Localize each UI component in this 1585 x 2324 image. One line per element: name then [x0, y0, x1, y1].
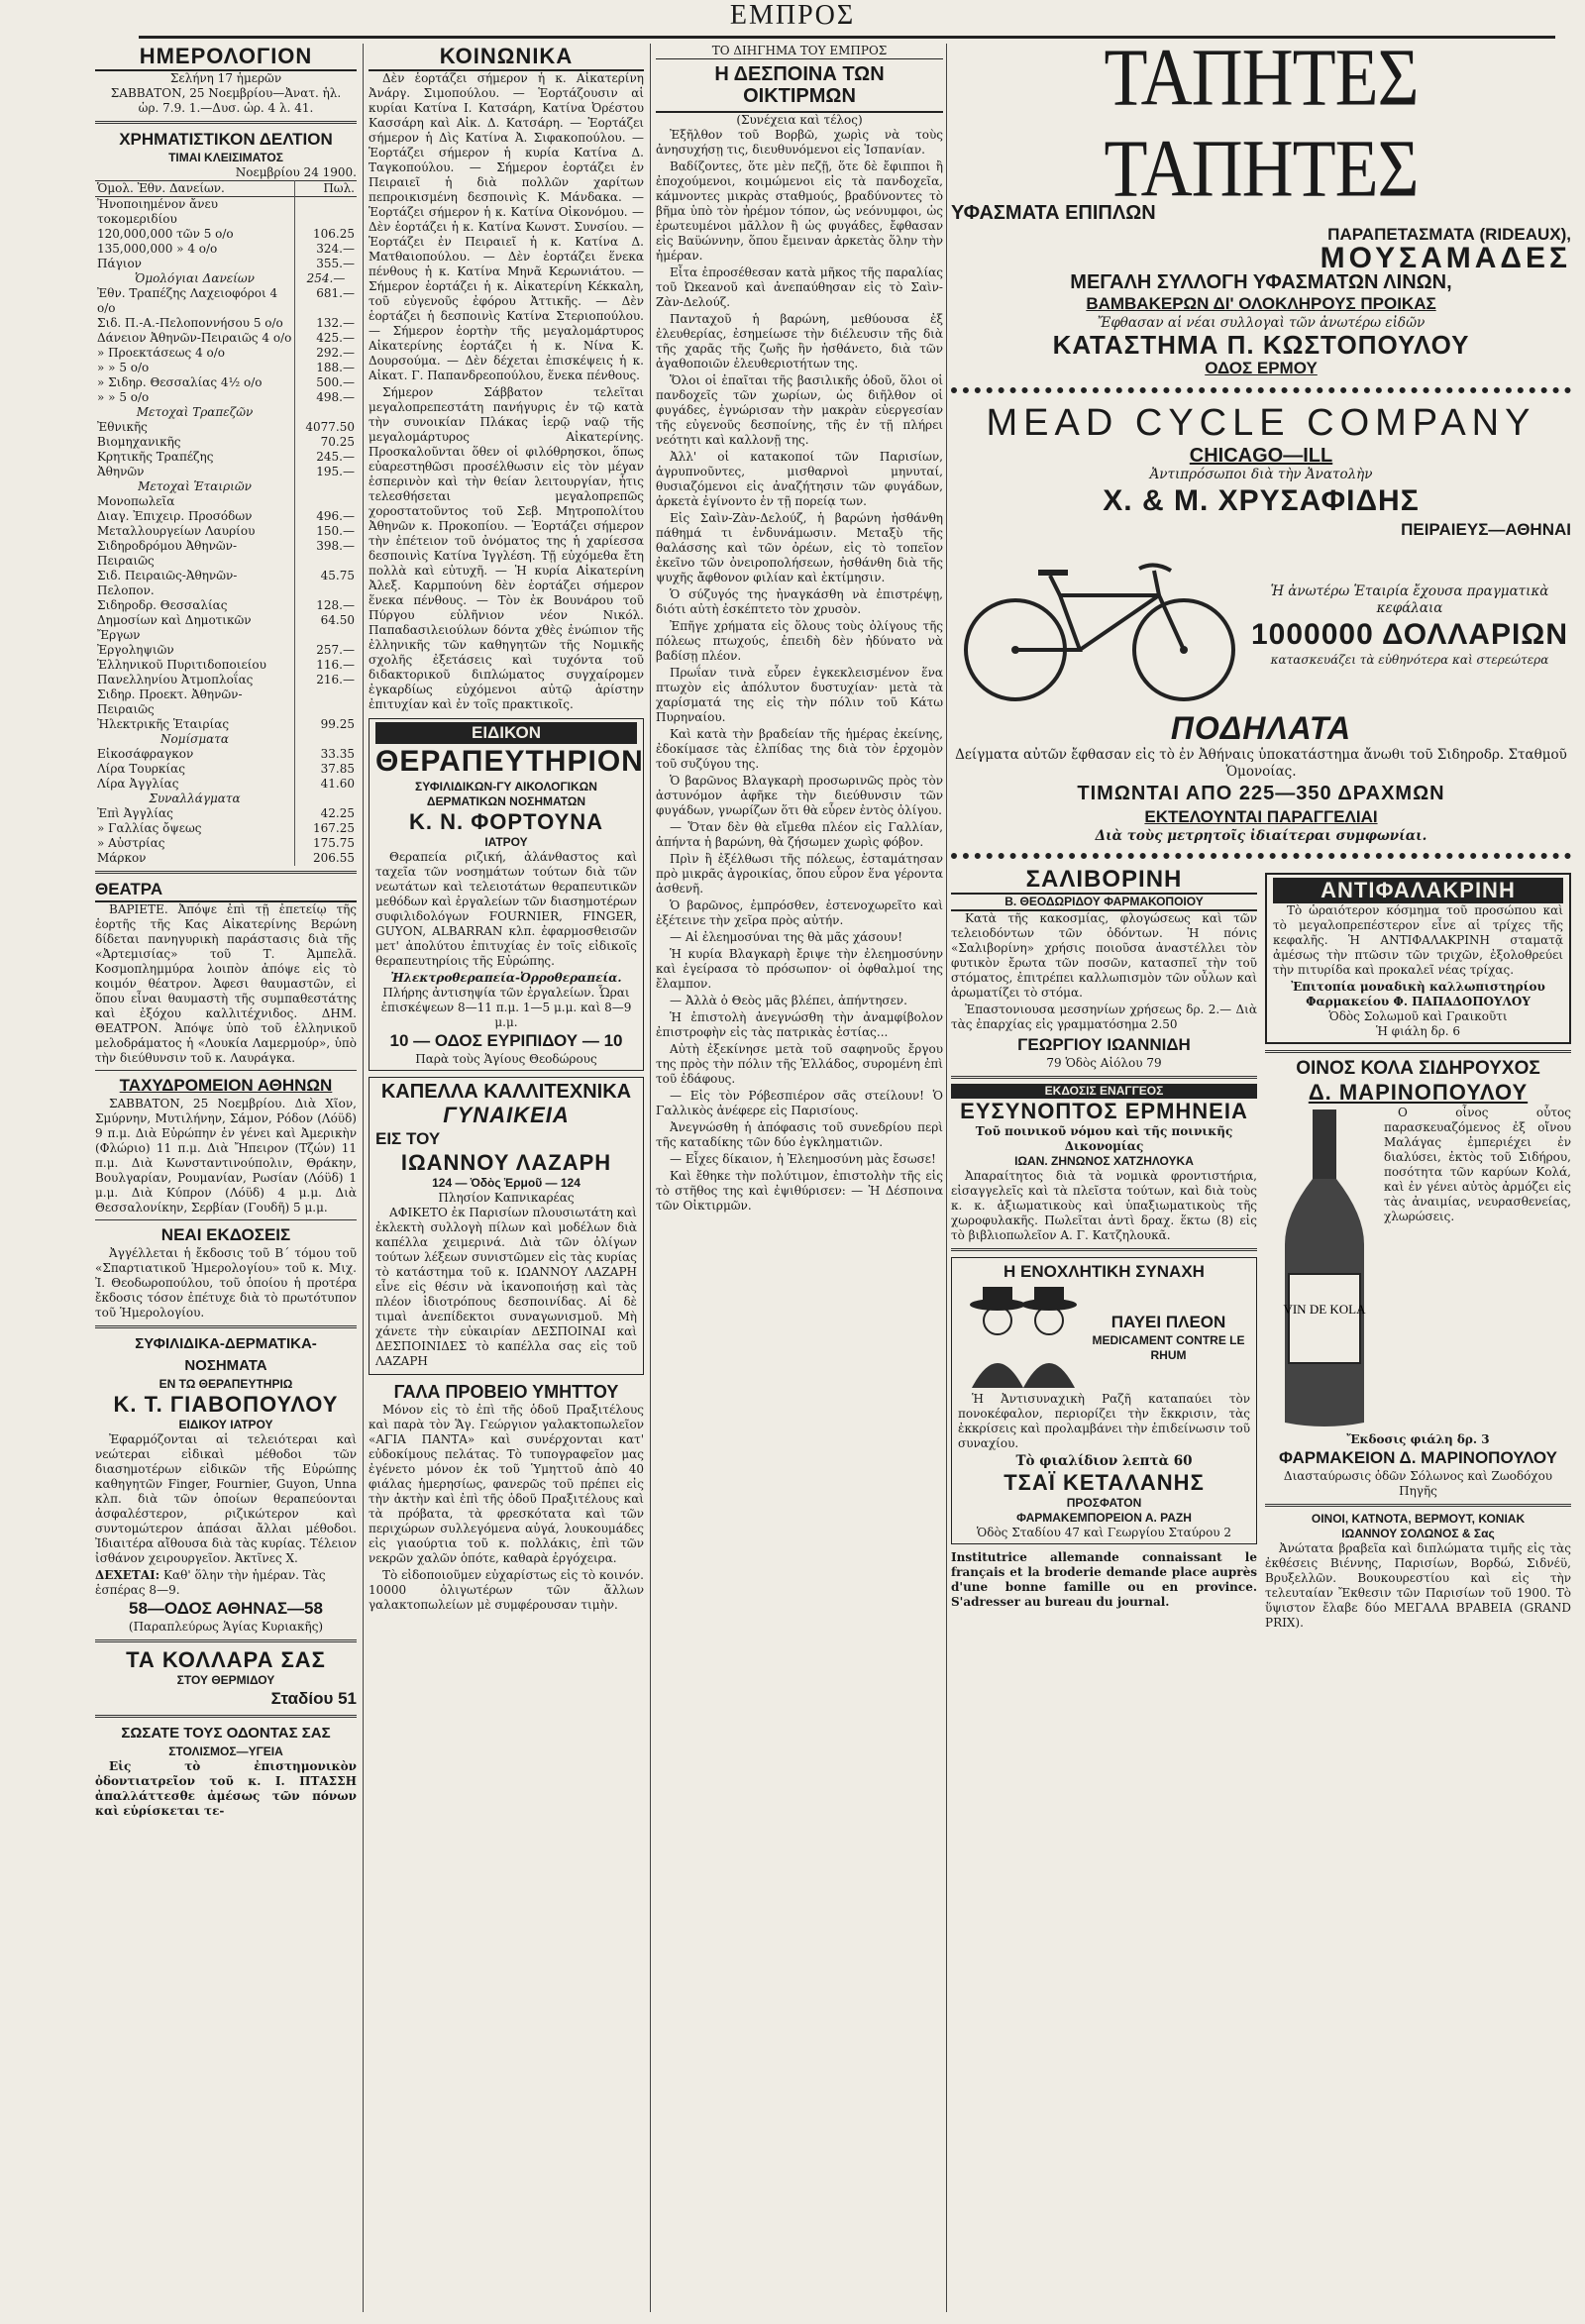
ad-therapeutic-role: ΙΑΤΡΟΥ — [484, 835, 528, 849]
masthead — [0, 0, 1585, 40]
ad-cold — [951, 1257, 1257, 1544]
rates-label: Ἐργοληψιῶν — [97, 643, 174, 657]
rates-label: Ἐθν. Τραπέζης Λαχειοφόροι 4 ο/ο — [97, 286, 278, 315]
ad-therapeutic-name: Κ. Ν. ΦΟΡΤΟΥΝΑ — [408, 809, 604, 834]
rates-value: 99.25 — [295, 717, 358, 732]
ad-wine-price: Ἔκδοσις φιάλη δρ. 3 — [1346, 1432, 1490, 1446]
divider — [1265, 1504, 1571, 1507]
rates-value: 37.85 — [295, 762, 358, 777]
rates-label: » Σιδηρ. Θεσσαλίας 4½ ο/ο — [97, 375, 263, 389]
rates-row — [95, 658, 357, 673]
ad-cycle-title: MEAD CYCLE COMPANY — [986, 402, 1536, 444]
ad-therapeutic-label: ΕΙΔΙΚΟΝ — [375, 722, 637, 744]
masthead-title: ΕΜΠΡΟΣ — [729, 0, 856, 31]
ad-institutrice: Institutrice allemande connaissant le français et la broderie demande place auprès d'une bonne famille ou en province. S'adresser au bureau du journal. — [951, 1550, 1257, 1609]
story-paragraph: Ἡ ἐπιστολὴ ἀνεγνώσθη τὴν ἀναμφίβολον ἐπιστροφὴν εἰς τὰς πατρικὰς ἑστίας... — [656, 1010, 943, 1039]
rates-label: 135,000,000 » 4 ο/ο — [97, 242, 218, 256]
rates-label: Πάγιον — [97, 257, 142, 270]
story-paragraph: Ἐξῆλθον τοῦ Βορβῶ, χωρὶς νὰ τοὺς ἀνησυχήσῃ τις, διευθυνόμενοι εἰς Ἱσπανίαν. — [656, 128, 943, 157]
ad-saliva-address: 79 Ὁδὸς Αἰόλου 79 — [1046, 1056, 1162, 1070]
story-title: Η ΔΕΣΠΟΙΝΑ ΤΩΝ ΟΙΚΤΙΡΜΩΝ — [656, 59, 943, 113]
ad-row-1 — [951, 867, 1571, 1633]
rates-label: Ἀθηνῶν — [97, 465, 145, 478]
divider — [95, 121, 357, 124]
ad-hair-address: Ὁδὸς Σολωμοῦ καὶ Γραικοῦτι — [1328, 1009, 1508, 1023]
rates-value — [295, 405, 358, 420]
rates-header-left: Ὁμολ. Ἐθν. Δανείων. — [97, 181, 225, 195]
ad-hair-price: Ἡ φιάλη δρ. 6 — [1375, 1024, 1461, 1038]
ad-hats-title: ΚΑΠΕΛΛΑ ΚΑΛΛΙΤΕΧΝΙΚΑ — [380, 1081, 632, 1103]
rates-label: Μάρκον — [97, 851, 147, 865]
masthead-rule — [139, 36, 1555, 39]
ad-milk-text-2: Τὸ εἰδοποιοῦμεν εὐχαρίστως εἰς τὸ κοινόν. 10000 ὀλιγωτέρων τῶν ἄλλων γαλακτοπωλείων μὲ συμφέρουσαν τιμὴν. — [369, 1568, 644, 1612]
story-paragraph: Πρωΐαν τινὰ εὗρεν ἐγκεκλεισμένον ἕνα πτωχὸν εἰς ἀπόλυτον δυστυχίαν· μετὰ τὰ χαρίσματά της εἰς τὴν πόλιν τοῦ Κάτω Πυρηναίου. — [656, 666, 943, 724]
rates-value — [295, 494, 358, 509]
rates-label: Σιδηροδρόμου Ἀθηνῶν-Πειραιῶς — [97, 539, 238, 568]
ad-cold-shop: ΦΑΡΜΑΚΕΜΠΟΡΕΙΟΝ Α. ΡΑΖΗ — [1016, 1511, 1192, 1525]
ad-milk-title: ΓΑΛΑ ΠΡΟΒΕΙΟ ΥΜΗΤΤΟΥ — [393, 1382, 619, 1402]
rates-row — [95, 420, 357, 435]
rates-label: Λίρα Ἀγγλίας — [97, 777, 179, 791]
rates-value: 106.25 — [295, 227, 358, 242]
ad-cycle-name: Χ. & Μ. ΧΡΥΣΑΦΙΔΗΣ — [1103, 484, 1420, 517]
ad-teeth-title: ΣΩΣΑΤΕ ΤΟΥΣ ΟΔΟΝΤΑΣ ΣΑΣ — [121, 1725, 331, 1742]
ad-clinic-sub: ΕΝ ΤΩ ΘΕΡΑΠΕΥΤΗΡΙΩ — [158, 1377, 293, 1391]
story-paragraph: Καὶ κατὰ τὴν βραδείαν τῆς ἡμέρας ἐκείνης, ἐδοκίμασε τὰς ἐλπίδας της διὰ τὸν ἐρχομὸν τοῦ συζύγου της. — [656, 727, 943, 771]
rates-value: 45.75 — [295, 569, 358, 598]
column-4 — [951, 44, 1571, 2312]
ad-carpets-line: ΒΑΜΒΑΚΕΡΩΝ ΔΙ' ΟΛΟΚΛΗΡΟΥΣ ΠΡΟΙΚΑΣ — [1086, 294, 1436, 313]
ad-wine-text: Ο οἶνος οὗτος παρασκευαζόμενος ἐξ οἴνου Μαλάγας ἐμπεριέχει ἐν διαλύσει, ἐκτὸς τοῦ Σιδήρου, ποσότητα τῶν καρύων Κολά, καὶ ἐν γένει αὐτὸς ἀρμόζει εἰς τὰς ἀναιμίας, νευρασθενείας, χλωρώσεις. — [1384, 1106, 1571, 1223]
post-title: ΤΑΧΥΔΡΟΜΕΙΟΝ ΑΘΗΝΩΝ — [119, 1076, 333, 1095]
rates-row — [95, 806, 357, 821]
story-paragraph: Ἀλλ' οἱ κατακοποί τῶν Παρισίων, ἀγρυπνοῦντες, μισθαρνοὶ μηνυταί, θυσιαζόμενοι εἰς ἀναζήτησιν τῶν φυγάδων, ἀρκετὰ ἐγίνοντο ἐν τῇ πορείᾳ των. — [656, 450, 943, 508]
rates-row — [95, 465, 357, 479]
rates-row — [95, 271, 357, 286]
column-1 — [95, 44, 357, 2312]
rates-label: Πανελληνίου Ἀτμοπλοΐας — [97, 673, 254, 687]
rates-row — [95, 539, 357, 569]
ad-wine-title: ΟΙΝΟΣ ΚΟΛΑ ΣΙΔΗΡΟΥΧΟΣ — [1296, 1058, 1540, 1079]
rates-value: 245.— — [295, 450, 358, 465]
rates-row — [95, 197, 357, 228]
ad-collars-title: ΤΑ ΚΟΛΛΑΡΑ ΣΑΣ — [126, 1647, 326, 1672]
story-body — [656, 128, 943, 1214]
rates-value: 132.— — [295, 316, 358, 331]
ad-hair — [1265, 873, 1571, 1044]
ad-therapeutic-sub: ΣΥΦΙΛΙΔΙΚΩΝ-ΓΥ ΑΙΚΟΛΟΓΙΚΩΝ ΔΕΡΜΑΤΙΚΩΝ ΝΟΣΗΜΑΤΩΝ — [415, 780, 597, 808]
rates-label: Σιδηρ. Προεκτ. Ἀθηνῶν-Πειραιῶς — [97, 687, 243, 716]
rates-row — [95, 613, 357, 643]
ad-cycle-repair: ΕΚΤΕΛΟΥΝΤΑΙ ΠΑΡΑΓΓΕΛΙΑΙ — [1144, 807, 1378, 826]
ad-hats-where: ΕΙΣ ΤΟΥ — [375, 1129, 441, 1148]
rates-label: Δάνειον Ἀθηνῶν-Πειραιῶς 4 ο/ο — [97, 331, 292, 345]
rates-value — [295, 479, 358, 494]
calendar-line: ΣΑΒΒΑΤΟΝ, 25 Νοεμβρίου—Ἀνατ. ἡλ. — [110, 86, 342, 100]
story-header: ΤΟ ΔΙΗΓΗΜΑ ΤΟΥ ΕΜΠΡΟΣ — [656, 44, 943, 59]
ad-cold-fresh: ΠΡΟΣΦΑΤΟΝ — [1066, 1496, 1142, 1510]
column-3 — [656, 44, 943, 2312]
rates-row — [95, 242, 357, 257]
rates-label: Σιδηροδρ. Θεσσαλίας — [97, 598, 228, 612]
rates-row — [95, 524, 357, 539]
story-paragraph: Ὅλοι οἱ ἐπαῖται τῆς βασιλικῆς ὁδοῦ, ὅλοι οἱ πανδοχεῖς τῶν χωρίων, ὡς διῆλθον οἱ φυγάδες, ἐγνώρισαν τὴν μακρὰν εὐεργεσίαν τῆς εὐγενοῦς δεσποίνης, τῆς ἐν τῇ πλήρει νεότητι καὶ καλλονῇ της. — [656, 373, 943, 447]
rates-value — [295, 687, 358, 717]
rates-label: Ἠλεκτρικῆς Ἑταιρίας — [97, 717, 230, 731]
story-paragraph: — Ἀλλὰ ὁ Θεὸς μᾶς βλέπει, ἀπήντησεν. — [670, 994, 907, 1007]
rates-row — [95, 836, 357, 851]
rates-row — [95, 479, 357, 494]
rates-value: 116.— — [295, 658, 358, 673]
rates-label: » » 5 ο/ο — [97, 390, 150, 404]
story-paragraph: Ὁ βαρῶνος Βλαγκαρὴ προσωρινῶς πρὸς τὸν ἀστυνόμον ἀφῆκε τὴν διεύθυνσιν τῶν φυγάδων, γνωρίζων ὅτι θὰ εὗρεν ἐντὸς ὀλίγου. — [656, 774, 943, 817]
rates-row — [95, 286, 357, 316]
rates-label: Ἑλληνικοῦ Πυριτιδοποιείου — [97, 658, 266, 672]
rates-label: Μετοχαὶ Ἑταιριῶν — [138, 479, 252, 493]
ad-clinic-hours: Καθ' ὅλην τὴν ἡμέραν. Τὰς ἑσπέρας 8—9. — [95, 1568, 326, 1597]
ad-teeth-sub: ΣΤΟΛΙΣΜΟΣ—ΥΓΕΙΑ — [168, 1744, 283, 1758]
rates-value: 4077.50 — [295, 420, 358, 435]
ad-carpets-line: ΥΦΑΣΜΑΤΑ ΕΠΙΠΛΩΝ — [951, 202, 1156, 224]
rates-value: 355.— — [295, 257, 358, 271]
column-divider — [363, 44, 364, 2312]
rates-label: Δημοσίων καὶ Δημοτικῶν Ἔργων — [97, 613, 252, 642]
ad-cycle-terms: Διὰ τοὺς μετρητοῖς ἰδιαίτεραι συμφωνίαι. — [1095, 828, 1427, 844]
rates-value: 216.— — [295, 673, 358, 687]
ad-saliva-title: ΣΑΛΙΒΟΡΙΝΗ — [1025, 866, 1183, 893]
rates-label: » Προεκτάσεως 4 ο/ο — [97, 346, 226, 360]
post-text: ΣΑΒΒΑΤΟΝ, 25 Νοεμβρίου. Διὰ Χῖον, Σμύρνην, Μυτιλήνην, Σάμον, Ρόδον (Λόϋδ) 9 π.μ. Διὰ Εὐρώπην ἐν γένει καὶ Ἀμερικὴν (Φλώριο) 11 π.μ. Διὰ Ἤπειρον (Τζών) 11 π.μ. Διὰ Κωνσταντινούπολιν, Θράκην, Βουλγαρίαν, Ρουμανίαν, Ρωσίαν (Λόϋδ) 1 μ.μ. Διὰ Κύπρον (Λόϋδ) 4 μ.μ. Διὰ Θεσσαλονίκην, Σερβίαν (Γουδῆ) 5 μ.μ. — [95, 1097, 357, 1215]
divider — [95, 871, 357, 874]
ornament-border — [951, 853, 1571, 859]
rates-value: 64.50 — [295, 613, 358, 643]
ad-therapeutic-text: Θεραπεία ριζική, ἀλάνθαστος καὶ ταχεῖα τῶν νοσημάτων τούτων διὰ τῶν νεωτάτων καὶ τελειοτάτων θεραπευτικῶν μεθόδων καὶ ἐργαλείων τῶν διασημοτέρων συφιλιδολόγων FOURNIER, FINGER, GUYON, ALBARRAN κλπ. ἐφαρμοσθεισῶν μετ' ἀπολύτου ἐπιτυχίας ἐν τοῖς εἰδικοῖς θεραπευτηρίοις τῆς Εὐρώπης. — [375, 850, 637, 968]
rates-label: Ἐπὶ Ἀγγλίας — [97, 806, 173, 820]
story-paragraph: — Εἶχες δίκαιον, ἡ Ἐλεημοσύνη μὰς ἔσωσε! — [670, 1152, 936, 1166]
rates-row — [95, 643, 357, 658]
rates-header-row — [95, 181, 357, 197]
rates-label: Βιομηχανικῆς — [97, 435, 181, 449]
ad-hats-sub: ΓΥΝΑΙΚΕΙΑ — [443, 1103, 570, 1127]
rates-value: 398.— — [295, 539, 358, 569]
rates-value — [295, 732, 358, 747]
rates-row — [95, 821, 357, 836]
ad-carpets-line: Ἔφθασαν αἱ νέαι συλλογαὶ τῶν ἀνωτέρω εἰδῶν — [1097, 315, 1426, 331]
rates-label: Νομίσματα — [159, 732, 230, 746]
rates-value — [295, 197, 358, 228]
rates-value: 167.25 — [295, 821, 358, 836]
rates-body — [95, 197, 357, 867]
rates-label: » Αὐστρίας — [97, 836, 165, 850]
ad-cold-medicament: MEDICAMENT CONTRE LE RHUM — [1092, 1333, 1245, 1362]
ad-law-sub: Τοῦ ποινικοῦ νόμου καὶ τῆς ποινικῆς Δικονομίας — [975, 1124, 1233, 1153]
story-paragraph: Αὐτὴ ἐξεκίνησε μετὰ τοῦ σαφηνοῦς ἔργου της πρὸς τὴν πόλιν τῆς Ἑλλάδος, συρομένη ἐπὶ τοῦ ἐδάφους. — [656, 1042, 943, 1086]
ad-hair-text: Τὸ ὡραιότερον κόσμημα τοῦ προσώπου καὶ τὸ μεγαλοπρεπέστερον εἶνε αἱ τρίχες τῆς κεφαλῆς. Ἡ ΑΝΤΙΦΑΛΑΚΡΙΝΗ σταματᾷ ἀμέσως τὴν πτῶσιν τῶν τριχῶν, ἐξολοθρεύει τὴν πιτυρίδα καὶ προκαλεῖ νέας τρίχας. — [1273, 903, 1563, 977]
column-2 — [369, 44, 644, 2312]
social-text: Δὲν ἑορτάζει σήμερον ἡ κ. Αἰκατερίνη Ἀνάργ. Σιμοπούλου. — Ἑορτάζουσιν αἱ κυρίαι Κατίνα Ι. Κατσάρη, Κατίνα Ὀρέστου Κασσάρη καὶ Αἰκ. Δ. Κατσάρη. — Ἑορτάζει σήμερον ἡ Δὶς Κατίνα Ἀ. Σιφακοπούλου. — Ἑορτάζει σήμερον ἡ κυρία Κατίνα Δ. Ταγκοπούλου. — Σήμερον ἑορτάζει ἐν Πειραιεῖ ἡ διὰ πολλῶν χαρίτων πεπροικισμένη δεσποινὶς Κ. Μάνδακα. — Ἑορτάζει σήμερον ἡ κ. Κατίνα Οἰκονόμου. — Δὲν ἑορτάζει ἡ κ. Κατίνα Κωνστ. Συνσίου. — Ἑορτάζει ἐν Πειραιεῖ ἡ κ. Κατίνα Δ. Ματθαιοπούλου. — Δὲν ἑορτάζει ἕνεκα πένθους ἡ κ. Κατίνα Μηνᾶ Κερωνιάτου. — Σήμερον ἑορτάζει ἡ κ. Αἰκατερίνη Κέκκαλη, τοῦ εὐγενοῦς ἐφόρου Ἀττικῆς. — Δὲν ἑορτάζει ἡ δεσποινὶς Κατίνα Στεριοπούλου. — Σήμερον ἑορτὴν τῆς μεγαλομάρτυρος Αἰκατερίνης ἑορτάζει ἡ κ. Νίνα Κ. Δουρσούμα. — Δὲν δέχεται ἐπισκέψεις ἡ κ. Αἰκατ. Γ. Παπανδρεοπούλου, ἕνεκα πένθους. — [369, 71, 644, 382]
ad-hats-text: ΑΦΙΚΕΤΟ ἐκ Παρισίων πλουσιωτάτη καὶ ἐκλεκτὴ συλλογὴ πίλων καὶ μοδέλων διὰ καπέλλα χειμερινά. Διὰ τῶν ὀλίγων τούτων λέξεων συνιστῶμεν εἰς τὰς κυρίας τὸ κατάστημα τοῦ κ. ΙΩΑΝΝΟΥ ΛΑΖΑΡΗ εἶνε εἰς θέσιν νὰ ἱκανοποιήσῃ καὶ τὰς πλέον ἰδιοτρόπους δεσποινίδας. Αἱ δὲ τιμαὶ ἀνεπίδεκτοι συναγωνισμοῦ. Μὴ χάνετε τὴν εὐκαιρίαν ΔΕΣΠΟΙΝΑΙ καὶ ΔΕΣΠΟΙΝΙΔΕΣ τὸ καπέλλα σας εἰς τοῦ ΛΑΖΑΡΗ — [375, 1206, 637, 1368]
column-divider — [946, 44, 947, 2312]
ad-cycle-make: κατασκευάζει τὰ εὐθηνότερα καὶ στερεώτερα — [1270, 652, 1549, 667]
ad-wine-name: Δ. ΜΑΡΙΝΟΠΟΥΛΟΥ — [1308, 1080, 1529, 1105]
rates-label: Σιδ. Πειραιῶς-Ἀθηνῶν-Πελοπον. — [97, 569, 238, 597]
ad-collars-address: Σταδίου 51 — [270, 1689, 357, 1708]
rates-label: Συναλλάγματα — [149, 792, 241, 805]
ad-cycle-price: ΤΙΜΩΝΤΑΙ ΑΠΟ 225—350 ΔΡΑΧΜΩΝ — [1077, 783, 1445, 804]
rates-value — [295, 792, 358, 806]
rates-row — [95, 777, 357, 792]
rates-row — [95, 450, 357, 465]
rates-label: Διαγ. Ἐπιχειρ. Προσόδων — [97, 509, 253, 523]
rates-row — [95, 569, 357, 598]
ad-cold-text: Ἡ Ἀντισυναχικὴ Ραζῆ καταπαύει τὸν πονοκέφαλον, περιορίζει τὴν ἔκκρισιν, τὰς ἐκκρίσεις καὶ προλαμβάνει τὴν ἐπιδείνωσιν τοῦ συναχίου. — [958, 1392, 1250, 1450]
rates-value: 188.— — [295, 361, 358, 375]
story-paragraph: Ἐπῆγε χρήματα εἰς ὅλους τοὺς ὀλίγους τῆς πόλεως πτωχούς, ἐπειδὴ δὲν ἠδύνατο νὰ βαδίσῃ πλέον. — [656, 619, 943, 663]
ad-law-label: ΕΚΔΟΣΙΣ ΕΝΑΓΓΕΟΣ — [951, 1084, 1257, 1099]
social-text: Σήμερον Σάββατον τελεῖται μεγαλοπρεπεστάτη πανήγυρις ἐν τῷ κατὰ τὴν συνοικίαν Πλάκας ἱερῷ ναῷ τῆς μεγαλομάρτυρος Αἰκατερίνης. Προσκαλοῦνται ὅθεν οἱ φιλόθρησκοι, ὅπως εὐαρεστηθῶσι προσέλθωσιν εἰς τὸν μέγαν ἑσπερινὸν καὶ τὴν θείαν λειτουργίαν, ἧτις τελεσθήσεται μεγαλοπρεπῶς χοροστατοῦντος τοῦ Σεβ. Μητροπολίτου Ἀθηνῶν κ. Προκοπίου. — Ἑορτάζει σήμερον τὴν ἐπέτειον τοῦ ὀνόματος της ἡ χαρίεσσα δεσποινὶς Κατίνα Ἰγγλέση. Τῇ εὐχόμεθα ἔτη πολλὰ καὶ εὐτυχῆ. — Ἡ κυρία Αἰκατερίνη Ἀλεξ. Καρμπούνη δὲν ἑορτάζει σήμερον ἕνεκα πένθους. — Τὸν ἐκ Βουνάρου τοῦ Πύργου εὑλῆνιον νέον Νικόλ. Παπαδασιλειούλων δόντα χθὲς ἐνώπιον τῆς ἐλληνικῆς τῶν καθηγητῶν τῆς Νομικῆς σχολῆς ἐξετάσεις καὶ τυχόντα τοῦ διδακτορικοῦ διπλώματος συγχαίρομεν ἐγκαρδίως εὐχόμενοι αὐτῷ ἀρίστην ἐπιτυχίαν καὶ ἐν τοῖς πρακτικοῖς. — [369, 385, 644, 711]
rates-value: 425.— — [295, 331, 358, 346]
ad-hats — [369, 1077, 644, 1375]
bicycle-icon — [951, 541, 1248, 709]
bulletin-date: Νοεμβρίου 24 1900. — [235, 165, 357, 179]
rates-value: 195.— — [295, 465, 358, 479]
ad-cycle-capital: Ἡ ἀνωτέρω Ἑταιρία ἔχουσα πραγματικὰ κεφάλαια — [1270, 582, 1549, 616]
rates-value: 324.— — [295, 242, 358, 257]
rates-label: Ἐθνικῆς — [97, 420, 148, 434]
rates-value: 498.— — [295, 390, 358, 405]
wine-label-text: VIN DE KOLA — [1283, 1302, 1366, 1317]
divider — [95, 1325, 357, 1328]
divider — [95, 1639, 357, 1642]
rates-row — [95, 257, 357, 271]
rates-row — [95, 390, 357, 405]
ad-cycle-product: ΠΟΔΗΛΑΤΑ — [1170, 710, 1352, 746]
rates-label: Ἠνοποιημένον ἄνευ τοκομεριδίου — [97, 197, 219, 226]
rates-table — [95, 180, 357, 866]
rates-row — [95, 435, 357, 450]
news-title: ΝΕΑΙ ΕΚΔΟΣΕΙΣ — [160, 1225, 291, 1244]
divider — [95, 1070, 357, 1071]
story-paragraph: Ὁ βαρῶνος, ἐμπρόσθεν, ἐστενοχωρεῖτο καὶ ἐξέτεινε τὴν χεῖρα πρὸς αὐτήν. — [656, 898, 943, 927]
rates-value: 206.55 — [295, 851, 358, 866]
rates-label: » Γαλλίας ὄψεως — [97, 821, 202, 835]
calendar-line: Σελήνη 17 ἡμερῶν — [169, 71, 282, 85]
story-sub: (Συνέχεια καὶ τέλος) — [736, 113, 863, 127]
rates-row — [95, 331, 357, 346]
rates-header-right: Πωλ. — [295, 181, 358, 197]
story-paragraph: Εἰς Σαὶν-Ζὰν-Δελούζ, ἡ βαρώνη ἠσθάνθη πάθημά τι ἐνδυνάμωσιν. Μεταξὺ τῆς θαλάσσης καὶ τῶν ὀρέων, εἰς τὸ τοπεῖον ἐκεῖνο τῶν ὀνειροπολήσεων, ἠσθάνθη διὰ τῆς ψυχῆς ἄφθονον φιλίαν καὶ ἐκτίμησιν. — [656, 511, 943, 584]
bulletin-title: ΧΡΗΜΑΤΙΣΤΙΚΟΝ ΔΕΛΤΙΟΝ — [119, 130, 333, 149]
rates-label: 120,000,000 τῶν 5 ο/ο — [97, 227, 234, 241]
news-text: Ἀγγέλλεται ἡ ἔκδοσις τοῦ Β΄ τόμου τοῦ «Σπαρτιατικοῦ Ἡμερολογίου» τοῦ κ. Μιχ. Ἰ. Θεοδωροπούλου, τοῦ ὁποίου ἡ προτέρα ἔκδοσις τόσον ἐπέτυχε διὰ τὸ πρωτότυπον τοῦ Ἡμερολογίου. — [95, 1246, 357, 1320]
bulletin-subtitle: ΤΙΜΑΙ ΚΛΕΙΣΙΜΑΤΟΣ — [168, 151, 283, 164]
rates-label: Σιδ. Π.-Α.-Πελοποννήσου 5 ο/ο — [97, 316, 283, 330]
rates-value: 500.— — [295, 375, 358, 390]
rates-value: 128.— — [295, 598, 358, 613]
story-paragraph: Εἶτα ἐπροσέθεσαν κατὰ μῆκος τῆς παραλίας τοῦ Ὠκεανοῦ καὶ ἀνεπαύθησαν εἰς τὸ Σαὶν-Ζὰν-Δελούζ. — [656, 265, 943, 309]
rates-row — [95, 361, 357, 375]
rates-value: 254.— — [295, 271, 358, 286]
ad-hats-name: ΙΩΑΝΝΟΥ ΛΑΖΑΡΗ — [400, 1150, 612, 1175]
ad-wine-shop: ΦΑΡΜΑΚΕΙΟΝ Δ. ΜΑΡΙΝΟΠΟΥΛΟΥ — [1279, 1448, 1557, 1467]
ad-clinic-name: Κ. Τ. ΓΙΑΒΟΠΟΥΛΟΥ — [113, 1392, 339, 1417]
rates-row — [95, 494, 357, 509]
rates-value: 257.— — [295, 643, 358, 658]
ad-carpets-line: ΜΟΥΣΑΜΑΔΕΣ — [1320, 242, 1571, 274]
calendar-line: ὡρ. 7.9. 1.—Δυσ. ὡρ. 4 λ. 41. — [138, 101, 314, 115]
ad-hair-title: ΑΝΤΙΦΑΛΑΚΡΙΝΗ — [1273, 878, 1563, 903]
ad-cycle-city: CHICAGO—ILL — [1189, 445, 1333, 467]
ad-law-text: Ἀπαραίτητος διὰ τὰ νομικὰ φροντιστήρια, εἰσαγγελεῖς καὶ τὰ πλεῖστα τούτων, καὶ διὰ τοὺς κ. κ. ἀξιωματικοὺς καὶ ὑπαξιωματικοὺς τῆς χωροφυλακῆς. Πωλεῖται ἀντὶ δραχ. ἕκτω (8) εἰς τὸ βιβλιοπωλεῖον Α. Γ. Κατζηλουκᾶ. — [951, 1169, 1257, 1242]
ad-carpets-line: ΜΕΓΑΛΗ ΣΥΛΛΟΓΗ ΥΦΑΣΜΑΤΩΝ ΛΙΝΩΝ, — [1070, 271, 1452, 293]
ad-saliva-text: Κατὰ τῆς κακοσμίας, φλογώσεως καὶ τῶν τελειοδόντων τῶν ὀδόντων. Ἡ πόνις «Σαλιβορίνη» χρήσις ποιοῦσα ἀναστέλλει τὸν φυτικὸν ἔρωτα τῶν ποσῶν, κατασπεῖ τὴν τοῦ στόματος, ἐπιτρέπει καλλωπισμὸν τῶν οὖλων καὶ ἀρωματίζει τὸ στόμα. — [951, 911, 1257, 1000]
ad-clinic-hours-label: ΔΕΧΕΤΑΙ: — [95, 1568, 160, 1582]
rates-value: 681.— — [295, 286, 358, 316]
ad-carpets-line: ΠΑΡΑΠΕΤΑΣΜΑΤΑ (RIDEAUX), — [1327, 225, 1571, 244]
rates-row — [95, 851, 357, 866]
ad-saliva-price: Ἐπαστονιουσα μεσσηνίων χρήσεως δρ. 2.— Διὰ τὰς ἐπαρχίας εἰς γραμματόσημα 2.50 — [951, 1003, 1257, 1031]
divider — [95, 1219, 357, 1220]
rates-value: 42.25 — [295, 806, 358, 821]
rates-row — [95, 375, 357, 390]
rates-value: 292.— — [295, 346, 358, 361]
ad-therapeutic-address-sub: Παρὰ τοὺς Ἁγίους Θεοδώρους — [415, 1052, 597, 1066]
ad-hair-shop: Ἐπιτοπία μοναδικὴ καλλωπιστηρίου Φαρμακείου Φ. ΠΑΠΑΔΟΠΟΥΛΟΥ — [1291, 980, 1545, 1008]
rates-row — [95, 405, 357, 420]
rates-row — [95, 316, 357, 331]
ad-clinic-role: ΕΙΔΙΚΟΥ ΙΑΤΡΟΥ — [178, 1418, 273, 1431]
social-title: ΚΟΙΝΩΝΙΚΑ — [369, 44, 644, 71]
ad-saliva-sub: Β. ΘΕΟΔΩΡΙΔΟΥ ΦΑΡΜΑΚΟΠΟΙΟΥ — [951, 893, 1257, 911]
story-paragraph: — Αἱ ἐλεημοσύναι της θὰ μᾶς χάσουν! — [670, 930, 903, 944]
story-paragraph: — Ὅταν δὲν θὰ εἴμεθα πλέον εἰς Γαλλίαν, ἀπήντα ἡ βαρώνη, θὰ ζήσωμεν χωρὶς φόβον. — [656, 820, 943, 849]
ad-teeth-text: Εἰς τὸ ἐπιστημονικὸν ὀδοντιατρεῖον τοῦ κ. Ι. ΠΤΑΣΣΗ ἀπαλλάττεσθε ἀμέσως τῶν πόνων καὶ εὑρίσκεται τε- — [95, 1759, 357, 1818]
rates-row — [95, 792, 357, 806]
story-paragraph: Πανταχοῦ ἡ βαρώνη, μεθύουσα ἐξ ἐλευθερίας, ἐσημείωσε τὴν διέλευσιν τῆς διὰ τῆς χαρᾶς τῆς ζωῆς ἣν ἠσθάνετο, διὰ τῶν ἀγαθοποιῶν ἐλευθεριοτήτων της. — [656, 312, 943, 370]
ad-clinic-text: Ἐφαρμόζονται αἱ τελειότεραι καὶ νεώτεραι εἰδικαὶ μέθοδοι τῶν διασημοτέρων εἰδικῶν τῆς Εὐρώπης καθηγητῶν Finger, Fournier, Guyon, Unna κλπ. διὰ τῶν ὁποίων θεραπεύονται ἀσφαλέστερον, ριζικώτερον καὶ συντομώτερον ἁπάσαι ἄλλαι μέθοδοι. Ἰδιαιτέρα αἴθουσα διὰ τὰς κυρίας. Τέλειον ἰσθάνον χειρουργεῖον. Ἀκτῖνες Χ. — [95, 1432, 357, 1565]
ad-law-title: ΕΥΣΥΝΟΠΤΟΣ ΕΡΜΗΝΕΙΑ — [960, 1099, 1248, 1123]
ad-collars-sub: ΣΤΟΥ ΘΕΡΜΙΔΟΥ — [176, 1673, 275, 1687]
rates-label: Ὁμολόγιαι Δανείων — [135, 271, 255, 285]
divider — [951, 1248, 1257, 1251]
divider — [95, 1715, 357, 1718]
calendar-title: ΗΜΕΡΟΛΟΓΙΟΝ — [95, 44, 357, 71]
rates-value: 41.60 — [295, 777, 358, 792]
ad-carpets-street: ΟΔΟΣ ΕΡΜΟΥ — [1205, 359, 1318, 377]
ad-cold-title: Η ΕΝΟΧΛΗΤΙΚΗ ΣΥΝΑΧΗ — [1004, 1262, 1205, 1281]
ad-clinic-address: 58—ΟΔΟΣ ΑΘΗΝΑΣ—58 — [129, 1599, 323, 1618]
wine-bottle-icon — [1265, 1106, 1384, 1432]
rates-label: Εἰκοσάφραγκον — [97, 747, 194, 761]
rates-row — [95, 509, 357, 524]
ad-law-author: ΙΩΑΝ. ΖΗΝΩΝΟΣ ΧΑΤΖΗΛΟΥΚΑ — [1014, 1154, 1194, 1168]
ad-cycle-amount: 1000000 ΔΟΛΛΑΡΙΩΝ — [1250, 617, 1569, 651]
ad-therapeutic-elec: Ἠλεκτροθεραπεία-Ὀρροθεραπεία. — [390, 971, 622, 985]
rates-value: 496.— — [295, 509, 358, 524]
rates-label: Μεταλλουργείων Λαυρίου — [97, 524, 256, 538]
rates-row — [95, 747, 357, 762]
rates-row — [95, 687, 357, 717]
ad-cold-brand: ΤΣΑΪ ΚΕΤΑΛΑΝΗΣ — [1004, 1470, 1205, 1495]
ad-hats-address: 124 — Ὁδὸς Ἑρμοῦ — 124 — [432, 1176, 581, 1190]
story-paragraph: Καὶ ἔθηκε τὴν πολύτιμον, ἐπιστολὴν τῆς εἰς τὸ στῆθος της καὶ ἐψιθύρισεν: — Ἡ Δέσποινα τῶν Οἰκτιρμῶν. — [656, 1169, 943, 1213]
story-paragraph: Βαδίζοντες, ὅτε μὲν πεζῇ, ὅτε δὲ ἔφιπποι ἢ ἐποχούμενοι, κοιμώμενοι εἰς τὰ πανδοχεῖα, κάμνοντες μικρὰς σταθμούς, βραδύνοντες τὸ βῆμα ὑπὸ τὸν ἠρέμον τόπον, ὡς νεόνυμφοι, ὡς ἐρωτευμένοι μᾶλλον ἢ ὡς φυγάδες, ἔφθασαν εἰς Βαϋώννην, ὅπου ἔμειναν ἀρκετὰς ὅλην τὴν ἡμέραν. — [656, 159, 943, 263]
story-paragraph: Ὁ σύζυγός της ἠναγκάσθη νὰ ἐπιστρέψῃ, διότι αὐτὴ ἐσκέπτετο τὸν χρυσὸν. — [656, 587, 943, 616]
rates-label: Λίρα Τουρκίας — [97, 762, 185, 776]
ad-spirits-text: Ἀνώτατα βραβεῖα καὶ διπλώματα τιμῆς εἰς τὰς ἐκθέσεις Βιέννης, Παρισίων, Βορδώ, Σιδνέϋ, Βρυξελλῶν. Βουκουρεστίου καὶ εἰς τὴν τελευταίαν Ἔκθεσιν τῶν Παρισίων τοῦ 1900. Τὸ ὕψιστον ἔλαβε δύο ΜΕΓΑΛΑ ΒΡΑΒΕΙΑ (GRAND PRIX). — [1265, 1541, 1571, 1630]
rates-label: Κρητικῆς Τραπέζης — [97, 450, 214, 464]
divider — [951, 1076, 1257, 1079]
rates-value: 70.25 — [295, 435, 358, 450]
ad-cycle-city2: ΠΕΙΡΑΙΕΥΣ—ΑΘΗΝΑΙ — [1401, 520, 1571, 539]
ad-milk-text: Μόνον εἰς τὸ ἐπὶ τῆς ὁδοῦ Πραξιτέλους καὶ παρὰ τὸν Ἅγ. Γεώργιον γαλακτοπωλεῖον «ΑΓΙΑ ΠΑΝΤΑ» καὶ συνέρχονται κατ' εὐδοκίμους πελάτας. Τὸ τυπογραφεῖον μας ἐγένετο μόνον ἐκ τοῦ Ὑμηττοῦ ἀπὸ 40 φιάλας ἡμερησίως, φανερῶς τοῦ πρέπει εἰς τὴν ἀκτὴν καὶ ἐπὶ τῆς ὁδοῦ Πραξιτέλους καὶ τὰ πρόβατα, τὰ φρεσκότατα καὶ τῶν περιχώρων συλλεγόμενα αὐγά, λουκουμάδες εἰς γιαούρτια τοῦ κ. πολλάκις, ἐπὶ τῶν νεκρῶν χαλῶν ὁπότε, καθαρὰ ἐργόχειρα. — [369, 1403, 644, 1565]
rates-value: 175.75 — [295, 836, 358, 851]
ad-wine-address: Διασταύρωσις ὁδῶν Σόλωνος καὶ Ζωοδόχου Πηγῆς — [1283, 1469, 1553, 1498]
ad-cold-sub: ΠΑΥΕΙ ΠΛΕΟΝ — [1110, 1313, 1226, 1331]
rates-label: Μονοπωλεῖα — [97, 494, 175, 508]
rates-value: 150.— — [295, 524, 358, 539]
rates-row — [95, 227, 357, 242]
story-paragraph: Ἀνεγνώσθη ἡ ἀπόφασις τοῦ συνεδρίου περὶ τῆς καταδίκης τῶν δύο ἐγκληματιῶν. — [656, 1120, 943, 1149]
rates-row — [95, 346, 357, 361]
people-icon — [958, 1283, 1087, 1392]
rates-row — [95, 673, 357, 687]
ad-therapeutic — [369, 718, 644, 1071]
rates-label: » » 5 ο/ο — [97, 361, 150, 374]
divider — [1265, 1050, 1571, 1053]
ad-spirits-name: ΙΩΑΝΝΟΥ ΣΟΛΩΝΟΣ & Σας — [1341, 1527, 1495, 1540]
rates-row — [95, 732, 357, 747]
ad-cycle-samples: Δείγματα αὐτῶν ἔφθασαν εἰς τὸ ἐν Ἀθήναις ὑποκατάστημα ἄνωθι τοῦ Σιδηροδρ. Σταθμοῦ Ὁμονοίας. — [955, 747, 1567, 780]
story-paragraph: Πρὶν ἢ ἐξέλθωσι τῆς πόλεως, ἐσταμάτησαν πρὸ μικρᾶς ἀγροικίας, ὅπου εὗρον ἕνα γέροντα ἀσθενῆ. — [656, 852, 943, 896]
ad-clinic-title: ΣΥΦΙΛΙΔΙΚΑ-ΔΕΡΜΑΤΙΚΑ-ΝΟΣΗΜΑΤΑ — [135, 1335, 317, 1374]
ad-cycle-body — [951, 541, 1571, 709]
ad-clinic-address-sub: (Παραπλεύρως Ἁγίας Κυριακῆς) — [128, 1620, 324, 1634]
rates-value: 33.35 — [295, 747, 358, 762]
ad-cycle-rep: Ἀντιπρόσωποι διὰ τὴν Ἀνατολὴν — [1149, 467, 1373, 482]
rates-row — [95, 717, 357, 732]
ad-cold-address: Ὁδὸς Σταδίου 47 καὶ Γεωργίου Σταύρου 2 — [976, 1526, 1232, 1539]
rates-label: Μετοχαὶ Τραπεζῶν — [136, 405, 254, 419]
column-divider — [650, 44, 651, 2312]
ad-therapeutic-address: 10 — ΟΔΟΣ ΕΥΡΙΠΙΔΟΥ — 10 — [389, 1031, 623, 1050]
ad-spirits-title: ΟΙΝΟΙ, ΚΑΤΝΟΤΑ, ΒΕΡΜΟΥΤ, ΚΟΝΙΑΚ — [1311, 1512, 1526, 1526]
ad-cold-price: Τὸ φιαλίδιον λεπτὰ 60 — [1015, 1453, 1193, 1469]
rates-row — [95, 762, 357, 777]
theatre-title: ΘΕΑΤΡΑ — [95, 879, 357, 902]
ad-carpets-title: ΤΑΠΗΤΕΣ ΤΑΠΗΤΕΣ — [1104, 44, 1419, 214]
ad-carpets-shop: ΚΑΤΑΣΤΗΜΑ Π. ΚΩΣΤΟΠΟΥΛΟΥ — [1052, 330, 1470, 360]
ad-therapeutic-hours: Πλήρης ἀντισηψία τῶν ἐργαλείων. Ὧραι ἐπισκέψεων 8—11 π.μ. 1—5 μ.μ. καὶ 8—9 μ.μ. — [380, 986, 632, 1029]
ad-saliva-agent: ΓΕΩΡΓΙΟΥ ΙΩΑΝΝΙΔΗ — [1017, 1035, 1191, 1054]
story-paragraph: — Εἰς τὸν Ρόβεσπιέρον σᾶς στείλουν! Ὁ Γαλλικὸς ἀνέφερε εἰς Παρισίους. — [656, 1089, 943, 1117]
ad-hats-address-sub: Πλησίον Καπνικαρέας — [438, 1191, 575, 1205]
ornament-border — [951, 387, 1571, 393]
story-paragraph: Ἡ κυρία Βλαγκαρὴ ἔριψε τὴν ἐλεημοσύνην καὶ ἐγείρασα τὸ πρόσωπον· οἱ ὀφθαλμοί της ἔλαμπον. — [656, 947, 943, 991]
theatre-text: ΒΑΡΙΕΤΕ. Ἀπόψε ἐπὶ τῇ ἐπετείῳ τῆς ἑορτῆς τῆς Κας Αἰκατερίνης Βερώνη δίδεται πανηγυρικὴ παράστασις διὰ τῆς «Ἀρτεμισίας» τοῦ Τ. Ἀμπελᾶ. Κοσμοπλημμύρα λοιπὸν ἀπόψε εἰς τὸ κοιμόν θέατρον. Ἀφεσι θαυμαστῶν, εἰ ὅπου εἶναι θαυμαστὴ τῆς συμπαθεστάτης καὶ ἐξόχου καλλιτέχνιδος. ΔΗΜ. ΘΕΑΤΡΟΝ. Ἀπόψε ὑπὸ τοῦ ἑλληνικοῦ μελοδράματος ἡ «Λουκία Λαμερμούρ», ὑπὸ τὴν διεύθυνσιν τοῦ κ. Λαυράγκα. — [95, 902, 357, 1065]
rates-row — [95, 598, 357, 613]
ad-therapeutic-title: ΘΕΡΑΠΕΥΤΗΡΙΟΝ — [375, 745, 644, 778]
